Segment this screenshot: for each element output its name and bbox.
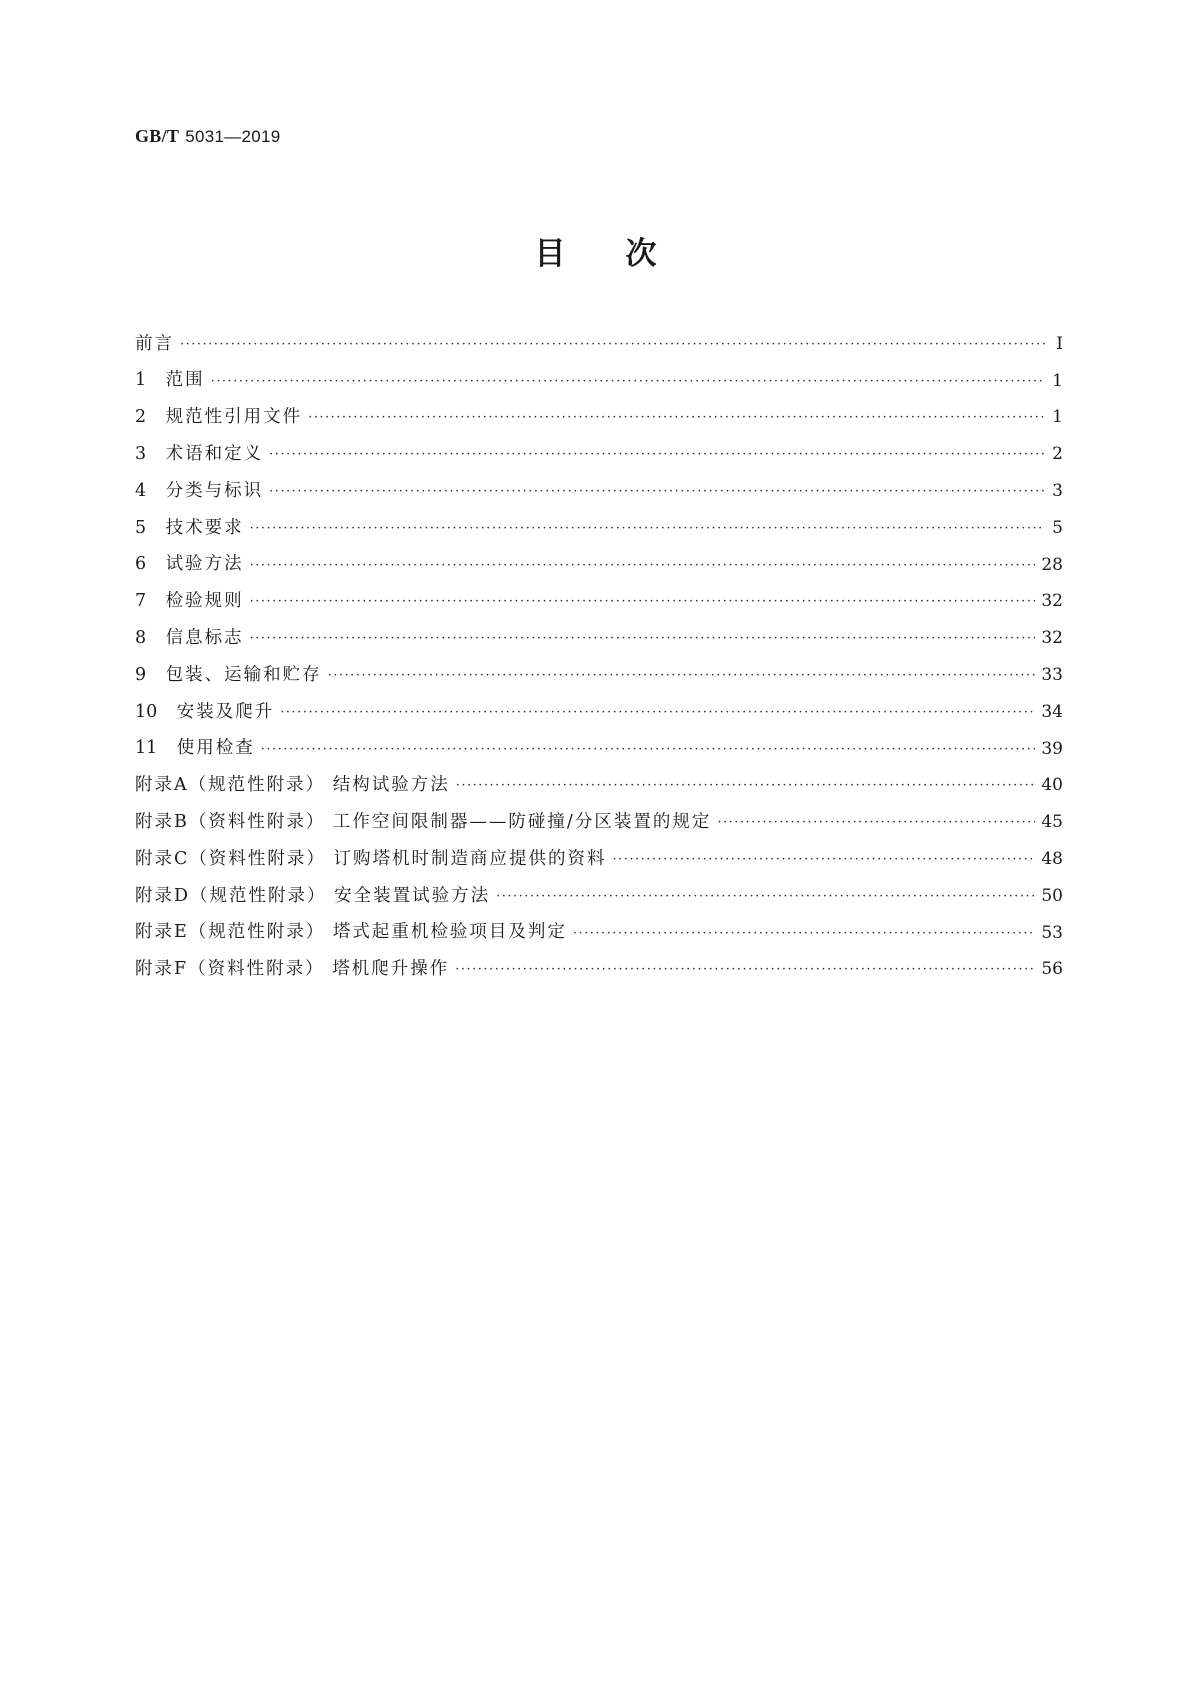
toc-entry-label: [135, 517, 244, 538]
dot-leader: [211, 375, 1045, 388]
toc-entry-label: [135, 593, 244, 611]
toc-entry-page: 28: [1041, 554, 1063, 575]
toc-entry-page: 50: [1041, 885, 1063, 906]
toc-entry-page: 5: [1052, 517, 1063, 538]
dot-leader: [328, 669, 1036, 682]
toc-entry-page: 32: [1041, 591, 1063, 612]
toc-entry-text: 试验方法: [165, 554, 244, 575]
toc-entry-page: 40: [1041, 775, 1063, 796]
toc-entry-4[interactable]: [135, 473, 1063, 510]
toc-entry-page: 39: [1041, 738, 1063, 759]
toc-entry-appendix-f[interactable]: [135, 952, 1063, 989]
toc-entry-number: 6: [135, 554, 147, 575]
toc-entry-text: 范围: [165, 370, 205, 391]
dot-leader: [612, 853, 1035, 866]
toc-entry-label: [135, 630, 244, 648]
dot-leader: [573, 927, 1036, 940]
toc-entry-7[interactable]: [135, 584, 1063, 621]
toc-entry-text: 规范性引用文件: [165, 407, 303, 428]
toc-entry-1[interactable]: [135, 363, 1063, 400]
dot-leader: [269, 485, 1045, 498]
dot-leader: [717, 816, 1035, 829]
toc-entry-page: 1: [1052, 407, 1063, 428]
toc-entry-foreword[interactable]: [135, 326, 1063, 363]
toc-entry-label: [135, 556, 244, 574]
toc-entry-page: 34: [1041, 701, 1063, 722]
toc-entry-page: 45: [1041, 812, 1063, 833]
toc-entry-text: 使用检查: [176, 738, 255, 759]
toc-entry-number: 3: [135, 444, 147, 465]
dot-leader: [455, 963, 1035, 976]
toc-entry-5[interactable]: [135, 510, 1063, 547]
toc-entry-label: [135, 701, 275, 722]
toc-entry-text: 安装及爬升: [176, 701, 275, 722]
toc-entry-9[interactable]: [135, 657, 1063, 694]
toc-entry-label: 附录D（规范性附录） 安全装置试验方法: [135, 885, 491, 906]
toc-entry-label: 附录E（规范性附录） 塔式起重机检验项目及判定: [135, 922, 567, 943]
standard-prefix: GB/T: [135, 126, 180, 146]
toc-entry-number: 1: [135, 370, 147, 391]
toc-entry-label: [135, 664, 322, 685]
toc-entry-label: 附录A（规范性附录） 结构试验方法: [135, 775, 450, 796]
dot-leader: [250, 595, 1036, 608]
toc-entry-page: 53: [1041, 922, 1063, 943]
toc-entry-label: 前言: [135, 333, 174, 354]
toc-entry-number: 8: [135, 628, 147, 649]
toc-entry-label: [135, 480, 264, 501]
toc-entry-page: Ⅰ: [1056, 333, 1063, 354]
dot-leader: [269, 448, 1045, 461]
toc-entry-10[interactable]: [135, 694, 1063, 731]
toc-entry-label: 附录C（资料性附录） 订购塔机时制造商应提供的资料: [135, 848, 607, 869]
toc-entry-3[interactable]: [135, 436, 1063, 473]
toc-entry-page: 1: [1052, 370, 1063, 391]
standard-code: [135, 126, 281, 147]
toc-entry-label: [135, 372, 205, 390]
toc-entry-label: 附录F（资料性附录） 塔机爬升操作: [135, 959, 450, 980]
toc-entry-number: 10: [135, 701, 158, 722]
dot-leader: [308, 411, 1045, 424]
dot-leader: [456, 779, 1036, 792]
toc-entry-11[interactable]: [135, 731, 1063, 768]
toc-entry-8[interactable]: [135, 620, 1063, 657]
toc-entry-appendix-e[interactable]: [135, 915, 1063, 952]
toc-entry-number: 7: [135, 591, 147, 612]
table-of-contents: [135, 326, 1063, 988]
dot-leader: [280, 706, 1035, 719]
dot-leader: [250, 632, 1036, 645]
toc-entry-number: 2: [135, 407, 147, 428]
toc-entry-label: [135, 446, 263, 464]
toc-entry-page: 32: [1041, 628, 1063, 649]
toc-entry-appendix-c[interactable]: [135, 841, 1063, 878]
toc-entry-label: [135, 740, 255, 758]
toc-entry-6[interactable]: [135, 547, 1063, 584]
dot-leader: [261, 743, 1036, 756]
toc-title: 目次: [534, 236, 717, 272]
toc-entry-label: [135, 409, 302, 427]
toc-entry-text: 分类与标识: [165, 480, 264, 501]
toc-entry-number: 11: [135, 738, 158, 759]
dot-leader: [250, 522, 1045, 535]
toc-entry-text: 技术要求: [165, 517, 244, 538]
toc-entry-text: 检验规则: [165, 591, 244, 612]
toc-entry-page: 2: [1052, 444, 1063, 465]
toc-entry-text: 术语和定义: [165, 444, 264, 465]
dot-leader: [496, 890, 1035, 903]
toc-entry-page: 33: [1041, 665, 1063, 686]
standard-number: 5031—2019: [185, 127, 281, 146]
dot-leader: [250, 559, 1036, 572]
toc-entry-2[interactable]: [135, 400, 1063, 437]
dot-leader: [180, 338, 1045, 351]
toc-entry-appendix-b[interactable]: [135, 804, 1063, 841]
toc-entry-page: 56: [1041, 959, 1063, 980]
toc-entry-appendix-d[interactable]: [135, 878, 1063, 915]
toc-entry-text: 信息标志: [165, 628, 244, 649]
toc-entry-number: 4: [135, 480, 147, 501]
toc-entry-number: 9: [135, 664, 147, 685]
toc-entry-number: 5: [135, 517, 147, 538]
toc-entry-appendix-a[interactable]: [135, 768, 1063, 805]
toc-entry-text: 包装、运输和贮存: [165, 664, 322, 685]
toc-entry-page: 3: [1052, 481, 1063, 502]
toc-entry-page: 48: [1041, 849, 1063, 870]
toc-entry-label: 附录B（资料性附录） 工作空间限制器——防碰撞/分区装置的规定: [135, 812, 712, 832]
